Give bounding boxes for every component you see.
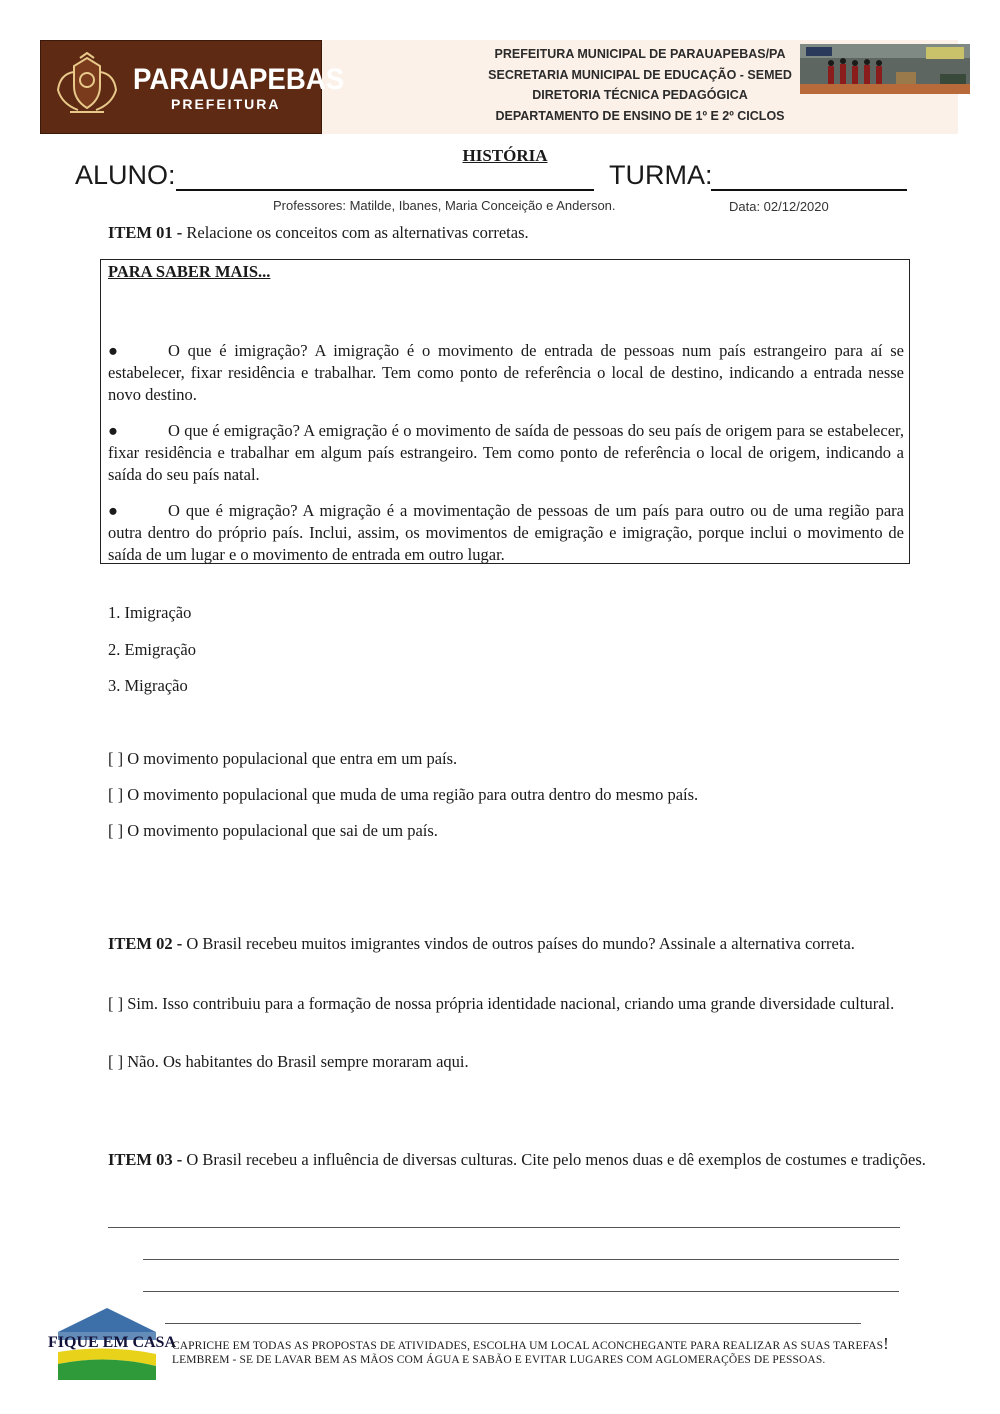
aluno-name-field[interactable] (176, 189, 594, 191)
answer-nao[interactable]: [ ] Não. Os habitantes do Brasil sempre moraram aqui. (108, 1052, 469, 1071)
statement-checkbox-row[interactable]: [ ] O movimento populacional que muda de uma região para outra dentro do mesmo país. (108, 785, 699, 804)
org-line: DEPARTAMENTO DE ENSINO DE 1º E 2º CICLOS (495, 108, 785, 123)
footer-line-2: LEMBREM - SE DE LAVAR BEM AS MÃOS COM ÁGUA E SABÃO E EVITAR LUGARES COM AGLOMERAÇÕES DE PESSOAS. (172, 1354, 826, 1366)
answer-line[interactable] (165, 1323, 861, 1324)
item-03-text: O Brasil recebeu a influência de diversas culturas. Cite pelo menos duas e dê exemplos de costumes e tradições. (186, 1150, 926, 1169)
statement-checkbox-row[interactable]: [ ] O movimento populacional que sai de um país. (108, 821, 438, 840)
box-title: PARA SABER MAIS... (108, 262, 271, 281)
bullet-text: O que é emigração? A emigração é o movimento de saída de pessoas do seu país de origem para se estabelecer, fixar residência e trabalhar em algum país estrangeiro. Tem como ponto de referência o local de origem, indicando a saída do seu país natal. (108, 421, 904, 484)
aluno-label: ALUNO: (75, 160, 176, 190)
item-02-label: ITEM 02 - (108, 934, 183, 953)
bullet-icon: ● (108, 501, 118, 520)
bullet-text: O que é migração? A migração é a movimentação de pessoas de um país para outro ou de uma região para outra dentro do próprio país. Inclui, assim, os movimentos de emigração e imigração, porque inclui o movimento de saída de um lugar e o movimento de entrada em outro lugar. (108, 501, 904, 564)
item-02-heading (108, 932, 939, 955)
statement-checkbox-row[interactable]: [ ] O movimento populacional que entra em um país. (108, 749, 458, 768)
bullet-icon: ● (108, 421, 118, 440)
crest-icon (52, 52, 122, 118)
answer-line[interactable] (108, 1227, 900, 1228)
footer-line-1-text: CAPRICHE EM TODAS AS PROPOSTAS DE ATIVIDADES, ESCOLHA UM LOCAL ACONCHEGANTE PARA REALIZAR AS SUAS TAREFAS (172, 1340, 884, 1352)
item-01-label: ITEM 01 - (108, 223, 183, 242)
logo-name: PARAUAPEBAS (133, 63, 345, 96)
fique-em-casa: FIQUE EM CASA (48, 1334, 177, 1351)
classroom-photo (800, 44, 970, 94)
answer-line[interactable] (143, 1291, 899, 1292)
bullet-migracao (108, 500, 904, 566)
item-01-heading (108, 222, 529, 244)
item-02-text: O Brasil recebeu muitos imigrantes vindos de outros países do mundo? Assinale a alternativa correta. (186, 934, 855, 953)
item-01-text: Relacione os conceitos com as alternativas corretas. (186, 223, 529, 242)
item-03-label: ITEM 03 - (108, 1150, 183, 1169)
turma-field[interactable] (711, 189, 907, 191)
footer-line-1 (172, 1334, 889, 1354)
logo-subtitle: PREFEITURA (171, 96, 281, 112)
option-item: 1. Imigração (108, 603, 192, 622)
answer-line[interactable] (143, 1259, 899, 1260)
answer-sim[interactable]: [ ] Sim. Isso contribuiu para a formação de nossa própria identidade nacional, criando uma grande diversidade cultural. (108, 994, 895, 1013)
date-line: Data: 02/12/2020 (729, 199, 829, 214)
bullet-icon: ● (108, 341, 118, 360)
subject-title: HISTÓRIA (462, 146, 548, 165)
footer-line-1-end: ! (883, 1334, 889, 1353)
professors-line: Professores: Matilde, Ibanes, Maria Conceição e Anderson. (273, 198, 616, 213)
organization-heading (470, 44, 810, 126)
bullet-text: O que é imigração? A imigração é o movimento de entrada de pessoas num país estrangeiro para aí se estabelecer, fixar residência e trabalhar. Tem como ponto de referência o local de destino, indicando a entrada nesse novo destino. (108, 341, 904, 404)
turma-label: TURMA: (609, 160, 713, 190)
bullet-emigracao (108, 420, 904, 486)
org-line: SECRETARIA MUNICIPAL DE EDUCAÇÃO - SEMED (488, 67, 792, 82)
option-item: 2. Emigração (108, 640, 196, 659)
bullet-imigracao (108, 340, 904, 406)
org-line: DIRETORIA TÉCNICA PEDAGÓGICA (532, 88, 748, 102)
org-line: PREFEITURA MUNICIPAL DE PARAUAPEBAS/PA (494, 47, 786, 61)
option-item: 3. Migração (108, 676, 188, 695)
item-03-heading (108, 1148, 939, 1171)
